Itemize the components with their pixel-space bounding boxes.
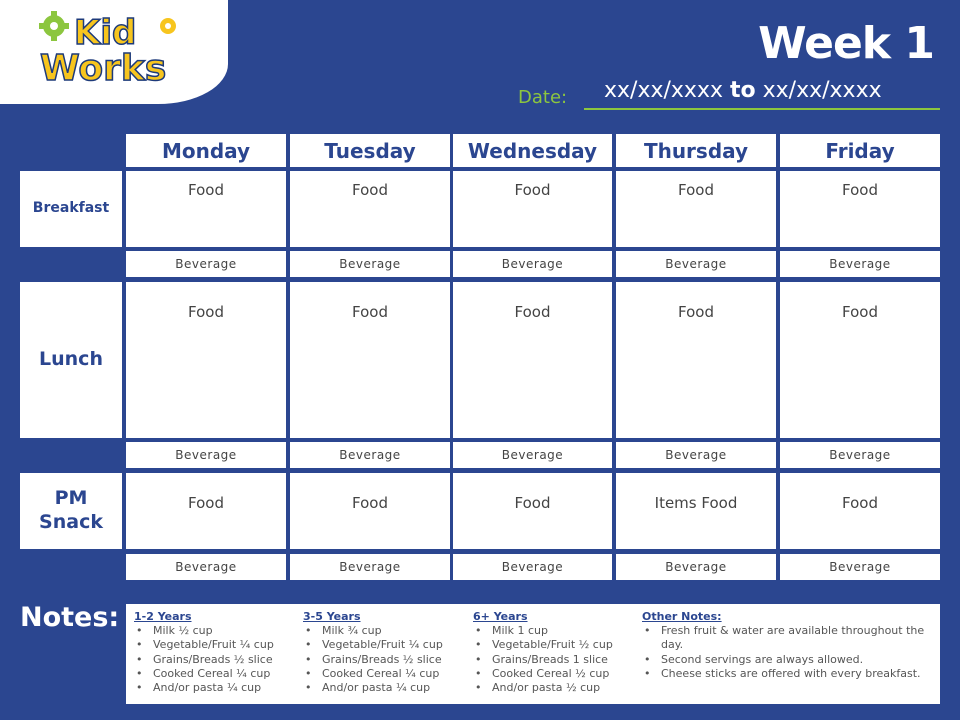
breakfast-food-tuesday[interactable]: Food — [290, 171, 450, 247]
notes-box — [126, 604, 940, 704]
list-item: • Cooked Cereal ¼ cup — [134, 667, 299, 681]
notes-heading: 3-5 Years — [303, 610, 361, 623]
pm-snack-food-tuesday[interactable]: Food — [290, 473, 450, 549]
row-label-breakfast: Breakfast — [20, 171, 122, 247]
row-label-lunch: Lunch — [20, 282, 122, 438]
row-label-pm-snack — [20, 473, 122, 549]
day-header-wednesday: Wednesday — [453, 134, 612, 167]
lunch-food-monday[interactable]: Food — [126, 282, 286, 438]
pm-snack-beverage-friday[interactable]: Beverage — [780, 554, 940, 580]
breakfast-beverage-thursday[interactable]: Beverage — [616, 251, 776, 277]
week-title: Week 1 — [758, 18, 934, 69]
notes-section-6-plus-years — [473, 610, 638, 695]
list-item: • Vegetable/Fruit ½ cup — [473, 638, 638, 652]
pm-snack-food-friday[interactable]: Food — [780, 473, 940, 549]
list-item: • Milk 1 cup — [473, 624, 638, 638]
day-header-monday: Monday — [126, 134, 286, 167]
breakfast-food-friday[interactable]: Food — [780, 171, 940, 247]
list-item: • And/or pasta ¼ cup — [134, 681, 299, 695]
row-label-pm: PM — [54, 487, 88, 510]
pm-snack-food-thursday[interactable]: Items Food — [616, 473, 776, 549]
list-item: • And/or pasta ¼ cup — [303, 681, 468, 695]
notes-section-3-5-years — [303, 610, 468, 695]
list-item: • And/or pasta ½ cup — [473, 681, 638, 695]
date-underline — [584, 108, 940, 110]
list-item: • Cooked Cereal ¼ cup — [303, 667, 468, 681]
lunch-food-wednesday[interactable]: Food — [453, 282, 612, 438]
pm-snack-beverage-thursday[interactable]: Beverage — [616, 554, 776, 580]
date-range[interactable] — [604, 78, 882, 103]
notes-section-1-2-years — [134, 610, 299, 695]
breakfast-beverage-tuesday[interactable]: Beverage — [290, 251, 450, 277]
logo-text-works: Works — [40, 48, 167, 88]
list-item: • Fresh fruit & water are available throughout the day. — [642, 624, 932, 653]
date-end[interactable]: xx/xx/xxxx — [762, 78, 882, 103]
lunch-food-thursday[interactable]: Food — [616, 282, 776, 438]
date-row — [518, 78, 940, 110]
date-start[interactable]: xx/xx/xxxx — [604, 78, 723, 103]
logo-text-kid: Kid — [74, 13, 137, 53]
date-label: Date: — [518, 87, 568, 108]
pm-snack-beverage-wednesday[interactable]: Beverage — [453, 554, 612, 580]
breakfast-beverage-monday[interactable]: Beverage — [126, 251, 286, 277]
pm-snack-beverage-monday[interactable]: Beverage — [126, 554, 286, 580]
breakfast-beverage-wednesday[interactable]: Beverage — [453, 251, 612, 277]
day-header-friday: Friday — [780, 134, 940, 167]
pm-snack-beverage-tuesday[interactable]: Beverage — [290, 554, 450, 580]
list-item: • Vegetable/Fruit ¼ cup — [134, 638, 299, 652]
row-label-snack: Snack — [39, 511, 103, 533]
list-item: • Milk ½ cup — [134, 624, 299, 638]
pm-snack-food-wednesday[interactable]: Food — [453, 473, 612, 549]
lunch-beverage-monday[interactable]: Beverage — [126, 442, 286, 468]
lunch-beverage-friday[interactable]: Beverage — [780, 442, 940, 468]
list-item: • Grains/Breads 1 slice — [473, 653, 638, 667]
list-item: • Cooked Cereal ½ cup — [473, 667, 638, 681]
day-header-thursday: Thursday — [616, 134, 776, 167]
notes-heading: 1-2 Years — [134, 610, 192, 623]
pm-snack-food-monday[interactable]: Food — [126, 473, 286, 549]
kidworks-logo — [36, 8, 186, 88]
lunch-beverage-tuesday[interactable]: Beverage — [290, 442, 450, 468]
lunch-food-tuesday[interactable]: Food — [290, 282, 450, 438]
notes-title: Notes: — [20, 602, 120, 633]
list-item: • Grains/Breads ½ slice — [134, 653, 299, 667]
lunch-beverage-wednesday[interactable]: Beverage — [453, 442, 612, 468]
notes-heading: 6+ Years — [473, 610, 528, 623]
gear-icon-small — [160, 18, 176, 34]
list-item: • Second servings are always allowed. — [642, 653, 932, 667]
breakfast-beverage-friday[interactable]: Beverage — [780, 251, 940, 277]
list-item: • Milk ¾ cup — [303, 624, 468, 638]
breakfast-food-monday[interactable]: Food — [126, 171, 286, 247]
day-header-tuesday: Tuesday — [290, 134, 450, 167]
list-item: • Vegetable/Fruit ¼ cup — [303, 638, 468, 652]
lunch-food-friday[interactable]: Food — [780, 282, 940, 438]
breakfast-food-wednesday[interactable]: Food — [453, 171, 612, 247]
gear-icon — [39, 11, 69, 41]
date-connector: to — [729, 78, 756, 103]
list-item: • Grains/Breads ½ slice — [303, 653, 468, 667]
logo-panel — [0, 0, 228, 104]
notes-heading: Other Notes: — [642, 610, 722, 623]
breakfast-food-thursday[interactable]: Food — [616, 171, 776, 247]
lunch-beverage-thursday[interactable]: Beverage — [616, 442, 776, 468]
notes-section-other — [642, 610, 932, 681]
list-item: • Cheese sticks are offered with every breakfast. — [642, 667, 932, 681]
